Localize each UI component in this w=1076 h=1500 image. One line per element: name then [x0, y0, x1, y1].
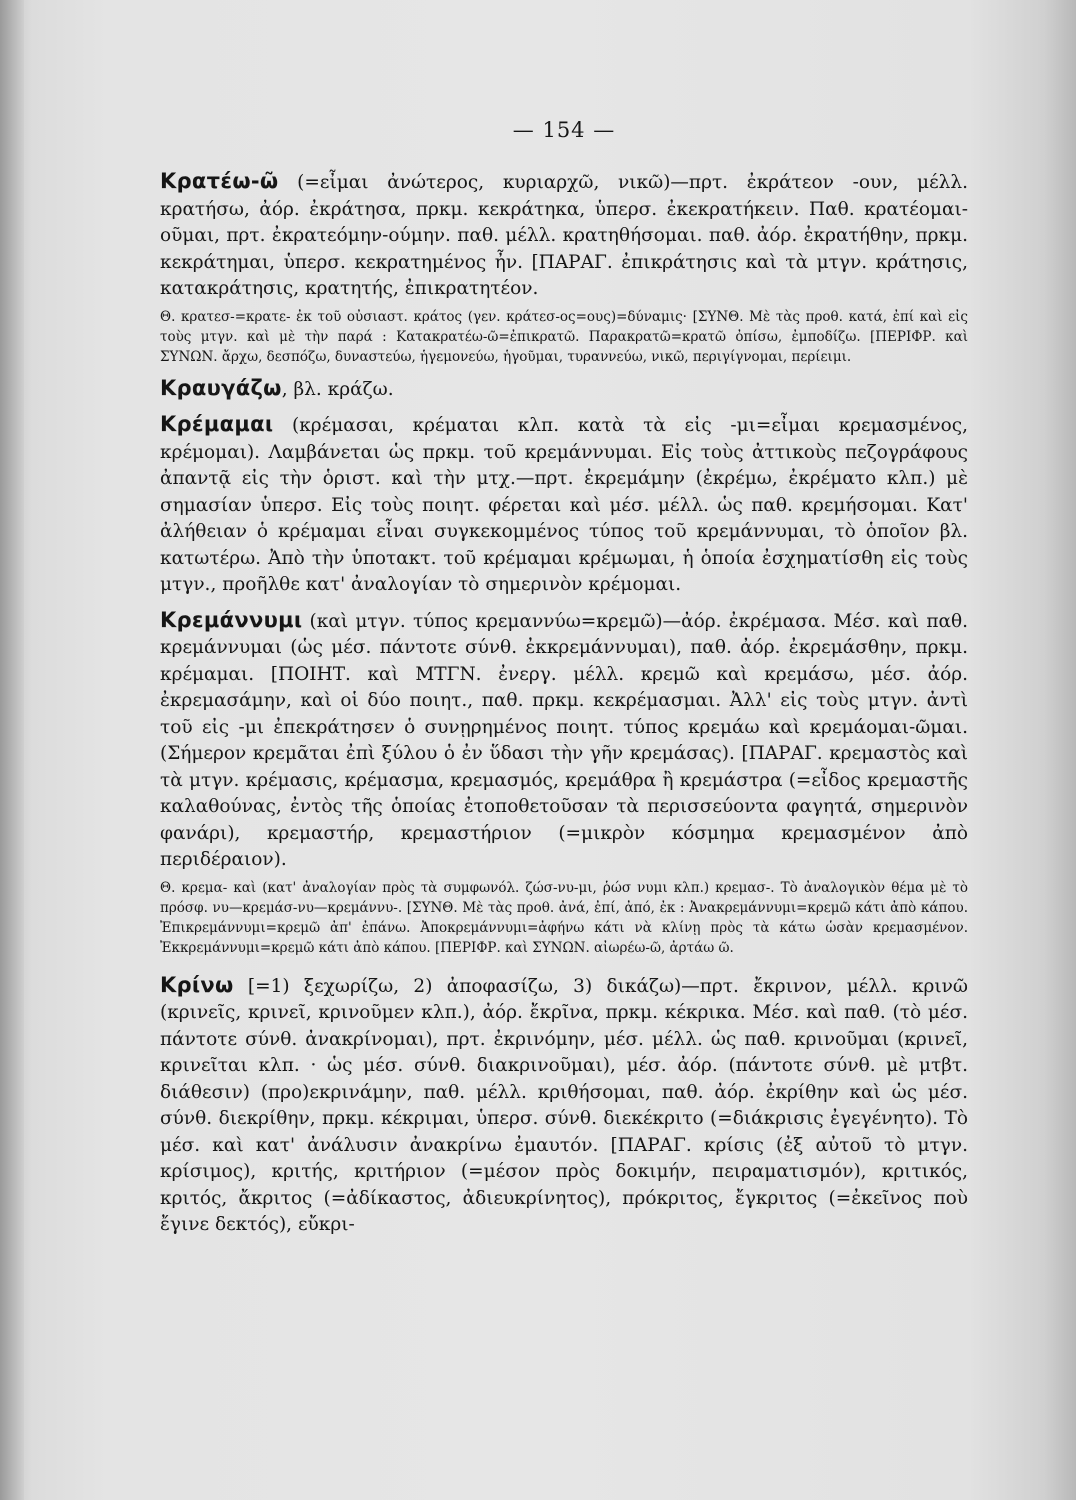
entry-kremannymi	[160, 607, 968, 958]
page-binding-edge	[0, 0, 24, 1500]
entry-definition: [=1) ξεχωρίζω, 2) ἀποφασίζω, 3) δικάζω)—πρτ. ἔκρινον, μέλλ. κρινῶ (κρινεῖς, κρινεῖ, κρινοῦμεν κλπ.), ἀόρ. ἔκρῖνα, πρκμ. κέκρικα. Μέσ. καὶ παθ. (τὸ μέσ. πάντοτε σύνθ. ἀνακρίνομαι), πρτ. ἐκρινόμην, μέσ. μέλλ. ὡς παθ. κρινοῦμαι (κρινεῖ, κρινεῖται κλπ. · ὡς μέσ. σύνθ. διακρινοῦμαι), μέσ. ἀόρ. (πάντοτε σύνθ. μὲ μτβτ. διάθεσιν) (προ)εκρινάμην, παθ. μέλλ. κριθήσομαι, παθ. ἀόρ. ἐκρίθην καὶ ὡς μέσ. σύνθ. διεκρίθην, πρκμ. κέκριμαι, ὑπερσ. σύνθ. διεκέκριτο (=διάκρισις ἐγεγένητο). Τὸ μέσ. καὶ κατ' ἀνάλυσιν ἀνακρίνω ἐμαυτόν. [ΠΑΡΑΓ. κρίσις (ἐξ αὐτοῦ τὸ μτγν. κρίσιμος), κριτής, κριτήριον (=μέσον πρὸς δοκιμήν, πειραματισμόν), κριτικός, κριτός, ἄκριτος (=ἀδίκαστος, ἀδιευκρίνητος), πρόκριτος, ἔγκριτος (=ἐκεῖνος ποὺ ἔγινε δεκτός), εὔκρι-	[160, 975, 968, 1235]
page-number: — 154 —	[512, 118, 616, 142]
entry-body	[160, 375, 968, 404]
dictionary-text-column	[160, 118, 968, 1247]
entry-krateo	[160, 168, 968, 367]
entry-etymology-note: Θ. κρεμα- καὶ (κατ' ἀναλογίαν πρὸς τὰ συμφωνόλ. ζώσ-νυ-μι, ῥώσ νυμι κλπ.) κρεμασ-. Τὸ ἀναλογικὸν θέμα μὲ τὸ πρόσφ. νυ—κρεμάσ-νυ—κρεμάννυ-. [ΣΥΝΘ. Μὲ τὰς προθ. ἀνά, ἐπί, ἀπό, ἐκ : Ἀνακρεμάννυμι=κρεμῶ κάτι ἀπὸ κάπου. Ἐπικρεμάννυμι=κρεμῶ ἀπ' ἐπάνω. Ἀποκρεμάννυμι=ἀφήνω κάτι νὰ κλίνῃ πρὸς τὰ κάτω ὡσὰν κρεμασμένον. Ἐκκρεμάννυμι=κρεμῶ κάτι ἀπὸ κάπου. [ΠΕΡΙΦΡ. καὶ ΣΥΝΩΝ. αἰωρέω-ῶ, ἀρτάω ῶ.	[160, 879, 968, 956]
entry-body	[160, 411, 968, 599]
entry-body	[160, 168, 968, 303]
entry-lemma: Κραυγάζω	[160, 375, 282, 400]
entry-lemma: Κρίνω	[160, 972, 234, 997]
entry-definition: (=εἶμαι ἀνώτερος, κυριαρχῶ, νικῶ)—πρτ. ἐκράτεον -ουν, μέλλ. κρατήσω, ἀόρ. ἐκράτησα, πρκμ. κεκράτηκα, ὑπερσ. ἐκεκρατήκειν. Παθ. κρατέομαι-οῦμαι, πρτ. ἐκρατεόμην-ούμην. παθ. μέλλ. κρατηθήσομαι. παθ. ἀόρ. ἐκρατήθην, πρκμ. κεκράτημαι, ὑπερσ. κεκρατημένος ἦν. [ΠΑΡΑΓ. ἐπικράτησις καὶ τὰ μτγν. κράτησις, κατακράτησις, κρατητής, ἐπικρατητέον.	[160, 172, 968, 299]
entry-kremamai	[160, 411, 968, 599]
entry-etymology-note: Θ. κρατεσ-=κρατε- ἐκ τοῦ οὐσιαστ. κράτος (γεν. κράτεσ-ος=ους)=δύναμις· [ΣΥΝΘ. Μὲ τὰς προθ. κατά, ἐπί καὶ εἰς τοὺς μτγν. καὶ μὲ τὴν παρά : Κατακρατέω-ῶ=ἐπικρατῶ. Παρακρατῶ=κρατῶ ὀπίσω, ἐμποδίζω. [ΠΕΡΙΦΡ. καὶ ΣΥΝΩΝ. ἄρχω, δεσπόζω, δυναστεύω, ἡγεμονεύω, ἡγοῦμαι, τυραννεύω, νικῶ, περιγίγνομαι, περίειμι.	[160, 308, 968, 365]
entry-body	[160, 607, 968, 874]
entry-kraugazo	[160, 375, 968, 404]
entry-krino	[160, 972, 968, 1239]
entry-definition: (καὶ μτγν. τύπος κρεμαννύω=κρεμῶ)—ἀόρ. ἐκρέμασα. Μέσ. καὶ παθ. κρεμάννυμαι (ὡς μέσ. πάντοτε σύνθ. ἐκκρεμάννυμαι), παθ. ἀόρ. ἐκρεμάσθην, πρκμ. κρέμαμαι. [ΠΟΙΗΤ. καὶ ΜΤΓΝ. ἐνεργ. μέλλ. κρεμῶ καὶ κρεμάσω, μέσ. ἀόρ. ἐκρεμασάμην, καὶ οἱ δύο ποιητ., παθ. πρκμ. κεκρέμασμαι. Ἀλλ' εἰς τοὺς μτγν. ἀντὶ τοῦ εἰς -μι ἐπεκράτησεν ὁ συνῃρημένος ποιητ. τύπος κρεμάω καὶ κρεμάομαι-ῶμαι. (Σήμερον κρεμᾶται ἐπὶ ξύλου ὁ ἐν ὕδασι τὴν γῆν κρεμάσας). [ΠΑΡΑΓ. κρεμαστὸς καὶ τὰ μτγν. κρέμασις, κρέμασμα, κρεμασμός, κρεμάθρα ἢ κρεμάστρα (=εἶδος κρεμαστῆς καλαθούνας, ἐντὸς τῆς ὁποίας ἐτοποθετοῦσαν τὰ περισσεύοντα φαγητά, σημερινὸν φανάρι), κρεμαστήρ, κρεμαστήριον (=μικρὸν κόσμημα κρεμασμένον ἀπὸ περιδέραιον).	[160, 610, 968, 870]
entry-body	[160, 972, 968, 1239]
entry-lemma: Κρέμαμαι	[160, 412, 274, 436]
entry-definition: , βλ. κράζω.	[281, 378, 394, 400]
entry-lemma: Κρεμάννυμι	[160, 607, 303, 632]
entry-lemma: Κρατέω-ῶ	[160, 169, 279, 193]
entry-definition: (κρέμασαι, κρέμαται κλπ. κατὰ τὰ εἰς -μι=εἶμαι κρεμασμένος, κρέμομαι). Λαμβάνεται ὡς πρκμ. τοῦ κρεμάννυμαι. Εἰς τοὺς ἀττικοὺς πεζογράφους ἀπαντᾷ εἰς τὴν ὁριστ. καὶ τὴν μτχ.—πρτ. ἐκρεμάμην (ἐκρέμω, ἐκρέματο κλπ.) μὲ σημασίαν ὑπερσ. Εἰς τοὺς ποιητ. φέρεται καὶ μέσ. μέλλ. ὡς παθ. κρεμήσομαι. Κατ' ἀλήθειαν ὁ κρέμαμαι εἶναι συγκεκομμένος τύπος τοῦ κρεμάννυμαι, τὸ ὁποῖον βλ. κατωτέρω. Ἀπὸ τὴν ὑποτακτ. τοῦ κρέμαμαι κρέμωμαι, ἡ ὁποία ἐσχηματίσθη εἰς τοὺς μτγν., προῆλθε κατ' ἀναλογίαν τὸ σημερινὸν κρέμομαι.	[160, 415, 968, 595]
